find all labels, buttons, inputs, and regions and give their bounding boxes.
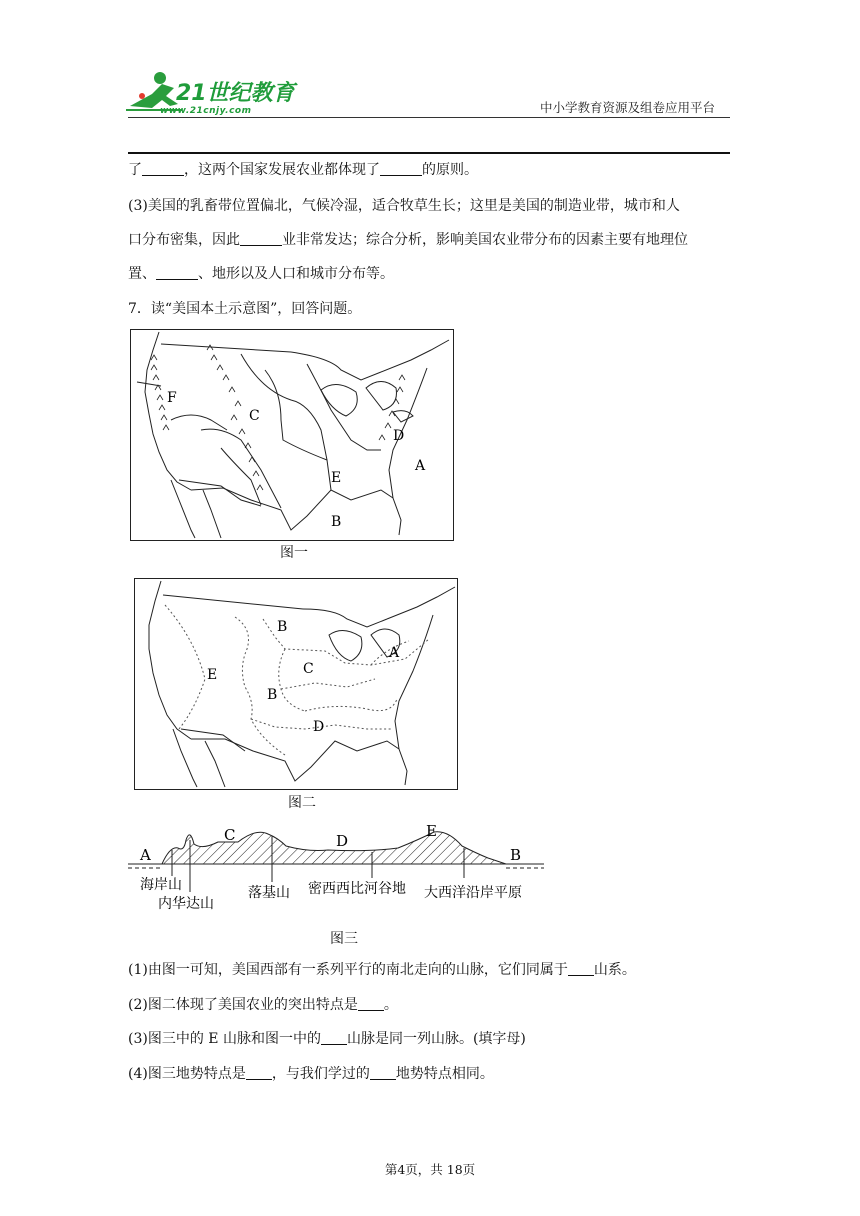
content-rule xyxy=(128,152,730,154)
logo-text: 21世纪教育 xyxy=(176,81,295,106)
fig1-label-E: E xyxy=(331,470,342,486)
answer-blank[interactable] xyxy=(246,1065,272,1080)
page-footer: 第4页，共 18页 xyxy=(384,1162,476,1177)
fig1-label-C: C xyxy=(249,408,260,424)
q7-sub2: (2)图二体现了美国农业的突出特点是 。 xyxy=(128,997,398,1013)
fig3-place-rocky-mountains: 落基山 xyxy=(248,885,290,901)
fig1-label-F: F xyxy=(167,390,177,406)
q6-part3-line2: 口分布密集，因此 业非常发达；综合分析，影响美国农业带分布的因素主要有地理位 xyxy=(128,232,688,248)
figure2-caption: 图二 xyxy=(288,795,316,811)
q6-line1: 了 ，这两个国家发展农业都体现了 的原则。 xyxy=(128,162,478,178)
answer-blank[interactable] xyxy=(142,161,184,176)
fig1-label-B: B xyxy=(331,514,342,530)
answer-blank[interactable] xyxy=(380,161,422,176)
fig3-place-atlantic-plain: 大西洋沿岸平原 xyxy=(424,885,522,901)
q7-intro: 7．读“美国本土示意图”，回答问题。 xyxy=(128,301,362,317)
q7-sub3: (3)图三中的 E 山脉和图一中的 山脉是同一列山脉。(填字母) xyxy=(128,1031,526,1047)
answer-blank[interactable] xyxy=(358,996,384,1011)
figure1-caption: 图一 xyxy=(280,545,308,561)
fig2-label-C: C xyxy=(303,661,314,677)
q7-sub4: (4)图三地势特点是 ，与我们学过的 地势特点相同。 xyxy=(128,1066,494,1082)
fig1-label-D: D xyxy=(393,428,405,444)
fig3-label-E: E xyxy=(426,822,437,840)
answer-blank[interactable] xyxy=(156,265,198,280)
answer-blank[interactable] xyxy=(321,1030,347,1045)
logo-url: www.21cnjy.com xyxy=(160,106,252,116)
fig2-label-A: A xyxy=(389,645,400,661)
fig3-label-D: D xyxy=(336,832,349,850)
fig2-label-E: E xyxy=(207,667,218,683)
fig3-label-B: B xyxy=(510,846,522,864)
fig3-place-mississippi-valley: 密西西比河谷地 xyxy=(308,881,406,897)
answer-blank[interactable] xyxy=(568,961,594,976)
fig1-label-A: A xyxy=(415,458,426,474)
q7-sub1: (1)由图一可知，美国西部有一系列平行的南北走向的山脉，它们同属于 山系。 xyxy=(128,962,636,978)
fig2-label-D: D xyxy=(313,719,325,735)
fig3-label-A: A xyxy=(140,846,151,864)
q6-part3-line1: (3)美国的乳畜带位置偏北，气候冷湿，适合牧草生长；这里是美国的制造业带，城市和人 xyxy=(128,198,680,214)
platform-title: 中小学教育资源及组卷应用平台 xyxy=(540,100,716,115)
figure3-profile xyxy=(128,820,544,920)
fig3-label-C: C xyxy=(224,826,236,844)
q6-part3-line3: 置、 、地形以及人口和城市分布等。 xyxy=(128,266,394,282)
fig3-place-sierra-nevada: 内华达山 xyxy=(158,896,214,912)
answer-blank[interactable] xyxy=(240,231,282,246)
answer-blank[interactable] xyxy=(370,1065,396,1080)
fig2-label-B-north: B xyxy=(277,619,288,635)
fig2-label-B-south: B xyxy=(267,687,278,703)
figure2-map xyxy=(134,578,458,790)
fig3-place-coast-range: 海岸山 xyxy=(140,877,182,893)
figure3-caption: 图三 xyxy=(330,931,358,947)
header-rule xyxy=(128,117,730,118)
figure1-map xyxy=(130,329,454,541)
